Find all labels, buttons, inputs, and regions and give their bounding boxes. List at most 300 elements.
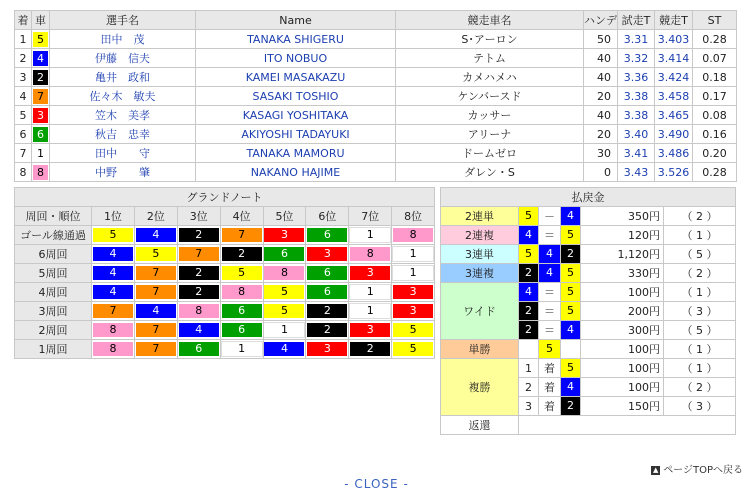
payout-label-rentan3: 3連単	[441, 245, 519, 264]
grand-note-cell	[220, 321, 263, 340]
grand-note-cell	[349, 264, 392, 283]
payout-row-fukusho	[441, 359, 736, 378]
result-handicap: 30	[584, 144, 618, 163]
grand-note-cell	[306, 264, 349, 283]
result-trial-time: 3.32	[618, 49, 655, 68]
payout-separator: ＝	[539, 321, 561, 340]
result-position: 1	[15, 30, 32, 49]
car-number-chip: 1	[350, 285, 390, 299]
car-number-chip: 3	[393, 304, 433, 318]
payout-amount: 150円	[581, 397, 664, 416]
car-number-chip: 4	[561, 378, 580, 396]
payout-car-chip	[561, 283, 581, 302]
result-car-number	[32, 30, 50, 49]
result-trial-time: 3.43	[618, 163, 655, 182]
grand-note-row	[15, 264, 435, 283]
car-number-chip: 6	[307, 228, 347, 242]
car-number-chip: 6	[307, 285, 347, 299]
grand-note-cell	[177, 245, 220, 264]
car-number-chip: 5	[93, 228, 133, 242]
payout-row-rentan3	[441, 245, 736, 264]
grand-note-cell	[220, 302, 263, 321]
car-number-chip: 5	[222, 266, 262, 280]
car-number-chip: 2	[350, 342, 390, 356]
payout-row-tansho	[441, 340, 736, 359]
result-row	[15, 144, 737, 163]
grand-note-cell	[306, 283, 349, 302]
result-row	[15, 125, 737, 144]
payout-row-rentan2	[441, 207, 736, 226]
car-number-chip: 5	[519, 207, 538, 225]
payout-popularity: （ 5 ）	[664, 321, 736, 340]
grand-note-cell	[349, 283, 392, 302]
car-number-chip: 7	[136, 266, 176, 280]
payout-popularity: （ 2 ）	[664, 378, 736, 397]
grand-note-cell	[392, 340, 435, 359]
close-link[interactable]: - CLOSE -	[344, 477, 409, 491]
grand-note-cell	[349, 321, 392, 340]
grand-note-cell	[134, 321, 177, 340]
result-race-time: 3.486	[655, 144, 693, 163]
grand-header-rank: 7位	[349, 207, 392, 226]
car-number-chip: 6	[264, 247, 304, 261]
result-bike-name: ドームゼロ	[396, 144, 584, 163]
result-rider-name-roman: SASAKI TOSHIO	[196, 87, 396, 106]
payout-popularity: （ 2 ）	[664, 207, 736, 226]
payout-chaku: 着	[539, 397, 561, 416]
grand-note-cell	[92, 226, 135, 245]
grand-note-cell	[306, 321, 349, 340]
payout-popularity: （ 1 ）	[664, 283, 736, 302]
result-start-timing: 0.17	[693, 87, 737, 106]
header-car: 車	[32, 11, 50, 30]
car-number-chip: 5	[264, 285, 304, 299]
grand-note-cell	[92, 302, 135, 321]
grand-header-lap: 周回・順位	[15, 207, 92, 226]
payout-popularity: （ 3 ）	[664, 302, 736, 321]
result-row	[15, 68, 737, 87]
result-car-number	[32, 49, 50, 68]
car-number-chip: 5	[136, 247, 176, 261]
grand-note-cell	[349, 302, 392, 321]
car-number-chip: 8	[393, 228, 433, 242]
car-number-chip: 5	[561, 302, 580, 320]
car-number-chip: 2	[179, 285, 219, 299]
payout-car-chip	[539, 264, 561, 283]
result-race-time: 3.465	[655, 106, 693, 125]
result-car-number	[32, 68, 50, 87]
result-race-time: 3.414	[655, 49, 693, 68]
car-number-chip: 7	[222, 228, 262, 242]
header-start-timing: ST	[693, 11, 737, 30]
result-bike-name: アリーナ	[396, 125, 584, 144]
result-handicap: 40	[584, 49, 618, 68]
car-number-chip: 5	[393, 342, 433, 356]
payout-label-tansho: 単勝	[441, 340, 519, 359]
result-row	[15, 163, 737, 182]
result-position: 3	[15, 68, 32, 87]
result-row	[15, 30, 737, 49]
car-number-chip: 4	[519, 283, 538, 301]
result-trial-time: 3.41	[618, 144, 655, 163]
payout-amount: 330円	[581, 264, 664, 283]
payout-empty-cell	[561, 340, 581, 359]
grand-note-cell	[220, 283, 263, 302]
grand-note-cell	[92, 283, 135, 302]
result-rider-name-roman: AKIYOSHI TADAYUKI	[196, 125, 396, 144]
car-number-chip: 5	[539, 340, 560, 358]
grand-note-lap-label: 2周回	[15, 321, 92, 340]
grand-note-cell	[392, 321, 435, 340]
payout-table	[440, 187, 736, 435]
result-trial-time: 3.31	[618, 30, 655, 49]
car-number-chip: 1	[393, 266, 433, 280]
grand-note-cell	[263, 321, 306, 340]
header-bike-name: 競走車名	[396, 11, 584, 30]
result-car-number	[32, 125, 50, 144]
payout-rank: 2	[519, 378, 539, 397]
grand-note-cell	[220, 340, 263, 359]
payout-car-chip	[561, 264, 581, 283]
result-trial-time: 3.36	[618, 68, 655, 87]
grand-note-cell	[92, 264, 135, 283]
result-bike-name: S･アーロン	[396, 30, 584, 49]
grand-header-rank: 4位	[220, 207, 263, 226]
payout-row-henkan	[441, 416, 736, 435]
grand-header-rank: 8位	[392, 207, 435, 226]
grand-note-cell	[92, 321, 135, 340]
grand-note-row	[15, 302, 435, 321]
car-number-chip: 8	[350, 247, 390, 261]
result-race-time: 3.458	[655, 87, 693, 106]
payout-amount: 350円	[581, 207, 664, 226]
car-number-chip: 6	[33, 127, 48, 142]
car-number-chip: 4	[179, 323, 219, 337]
car-number-chip: 4	[93, 266, 133, 280]
payout-car-chip	[539, 340, 561, 359]
payout-car-chip	[561, 207, 581, 226]
grand-note-cell	[177, 340, 220, 359]
result-race-time: 3.424	[655, 68, 693, 87]
result-trial-time: 3.38	[618, 87, 655, 106]
payout-henkan-value	[519, 416, 736, 435]
car-number-chip: 6	[307, 266, 347, 280]
grand-header-rank: 1位	[92, 207, 135, 226]
grand-note-cell	[177, 264, 220, 283]
header-race-time: 競走T	[655, 11, 693, 30]
grand-note-cell	[263, 283, 306, 302]
grand-note-cell	[92, 340, 135, 359]
car-number-chip: 3	[350, 323, 390, 337]
result-bike-name: ダレン・S	[396, 163, 584, 182]
result-handicap: 20	[584, 87, 618, 106]
grand-note-cell	[392, 264, 435, 283]
result-rider-name: 秋吉 忠幸	[50, 125, 196, 144]
result-race-time: 3.526	[655, 163, 693, 182]
car-number-chip: 4	[561, 207, 580, 225]
grand-note-cell	[220, 245, 263, 264]
payout-label-renpuku3: 3連複	[441, 264, 519, 283]
car-number-chip: 8	[93, 342, 133, 356]
car-number-chip: 7	[136, 342, 176, 356]
payout-car-chip	[561, 359, 581, 378]
header-rider-name: 選手名	[50, 11, 196, 30]
result-start-timing: 0.18	[693, 68, 737, 87]
page-top-label: ページTOPへ戻る	[663, 465, 743, 476]
result-car-number	[32, 87, 50, 106]
payout-label-rentan2: 2連単	[441, 207, 519, 226]
payout-popularity: （ 5 ）	[664, 245, 736, 264]
payout-amount: 300円	[581, 321, 664, 340]
payout-chaku: 着	[539, 359, 561, 378]
car-number-chip: 8	[33, 165, 48, 180]
grand-header-rank: 5位	[263, 207, 306, 226]
payout-car-chip	[561, 397, 581, 416]
car-number-chip: 3	[393, 285, 433, 299]
payout-label-henkan: 返還	[441, 416, 519, 435]
grand-note-cell	[392, 245, 435, 264]
header-handicap: ハンデ	[584, 11, 618, 30]
grand-note-cell	[392, 302, 435, 321]
car-number-chip: 2	[222, 247, 262, 261]
car-number-chip: 3	[33, 108, 48, 123]
result-position: 8	[15, 163, 32, 182]
result-position: 7	[15, 144, 32, 163]
grand-note-cell	[263, 226, 306, 245]
result-start-timing: 0.28	[693, 30, 737, 49]
payout-amount: 1,120円	[581, 245, 664, 264]
result-handicap: 50	[584, 30, 618, 49]
payout-car-chip	[561, 226, 581, 245]
grand-note-cell	[306, 340, 349, 359]
result-race-time: 3.403	[655, 30, 693, 49]
grand-note-cell	[263, 302, 306, 321]
result-start-timing: 0.20	[693, 144, 737, 163]
grand-note-cell	[349, 226, 392, 245]
car-number-chip: 1	[393, 247, 433, 261]
grand-note-table	[14, 187, 435, 359]
car-number-chip: 8	[93, 323, 133, 337]
payout-row-renpuku2	[441, 226, 736, 245]
grand-note-header-row	[15, 207, 435, 226]
payout-car-chip	[519, 226, 539, 245]
payout-separator: ＝	[539, 226, 561, 245]
car-number-chip: 1	[264, 323, 304, 337]
payout-chaku: 着	[539, 378, 561, 397]
grand-note-cell	[306, 245, 349, 264]
result-start-timing: 0.28	[693, 163, 737, 182]
car-number-chip: 1	[222, 342, 262, 356]
result-start-timing: 0.08	[693, 106, 737, 125]
car-number-chip: 2	[519, 264, 538, 282]
grand-note-cell	[220, 226, 263, 245]
grand-header-rank: 6位	[306, 207, 349, 226]
result-rider-name-roman: TANAKA SHIGERU	[196, 30, 396, 49]
payout-amount: 100円	[581, 283, 664, 302]
result-handicap: 20	[584, 125, 618, 144]
payout-title: 払戻金	[441, 188, 736, 207]
result-bike-name: ケンバースド	[396, 87, 584, 106]
grand-note-cell	[177, 226, 220, 245]
payout-car-chip	[561, 378, 581, 397]
payout-popularity: （ 3 ）	[664, 397, 736, 416]
result-handicap: 0	[584, 163, 618, 182]
payout-popularity: （ 1 ）	[664, 340, 736, 359]
result-race-time: 3.490	[655, 125, 693, 144]
grand-note-cell	[177, 283, 220, 302]
result-rider-name-roman: ITO NOBUO	[196, 49, 396, 68]
car-number-chip: 2	[307, 323, 347, 337]
result-rider-name-roman: TANAKA MAMORU	[196, 144, 396, 163]
car-number-chip: 5	[519, 245, 538, 263]
header-trial-time: 試走T	[618, 11, 655, 30]
car-number-chip: 3	[307, 247, 347, 261]
result-row	[15, 87, 737, 106]
result-bike-name: テトム	[396, 49, 584, 68]
grand-note-cell	[263, 340, 306, 359]
payout-car-chip	[519, 283, 539, 302]
car-number-chip: 5	[561, 359, 580, 377]
car-number-chip: 7	[93, 304, 133, 318]
payout-car-chip	[519, 207, 539, 226]
grand-note-cell	[134, 226, 177, 245]
grand-note-lap-label: 4周回	[15, 283, 92, 302]
grand-note-row	[15, 283, 435, 302]
car-number-chip: 8	[179, 304, 219, 318]
grand-note-cell	[392, 283, 435, 302]
car-number-chip: 4	[93, 247, 133, 261]
grand-note-cell	[134, 283, 177, 302]
grand-note-cell	[392, 226, 435, 245]
car-number-chip: 2	[519, 321, 538, 339]
result-rider-name: 田中 茂	[50, 30, 196, 49]
payout-amount: 100円	[581, 340, 664, 359]
result-rider-name-roman: KAMEI MASAKAZU	[196, 68, 396, 87]
car-number-chip: 7	[136, 285, 176, 299]
car-number-chip: 5	[264, 304, 304, 318]
car-number-chip: 2	[307, 304, 347, 318]
payout-car-chip	[519, 302, 539, 321]
race-result-table	[14, 10, 737, 182]
grand-note-lap-label: 6周回	[15, 245, 92, 264]
car-number-chip: 1	[350, 304, 390, 318]
payout-car-chip	[519, 321, 539, 340]
car-number-chip: 4	[539, 245, 560, 263]
car-number-chip: 1	[350, 228, 390, 242]
car-number-chip: 2	[561, 397, 580, 415]
payout-empty-cell	[519, 340, 539, 359]
payout-rank: 3	[519, 397, 539, 416]
car-number-chip: 7	[33, 89, 48, 104]
payout-row-renpuku3	[441, 264, 736, 283]
page-top-link[interactable]	[651, 461, 743, 476]
result-start-timing: 0.16	[693, 125, 737, 144]
car-number-chip: 4	[539, 264, 560, 282]
result-rider-name: 田中 守	[50, 144, 196, 163]
car-number-chip: 7	[136, 323, 176, 337]
car-number-chip: 8	[222, 285, 262, 299]
car-number-chip: 2	[519, 302, 538, 320]
car-number-chip: 3	[307, 342, 347, 356]
result-position: 6	[15, 125, 32, 144]
car-number-chip: 7	[179, 247, 219, 261]
result-rider-name-roman: NAKANO HAJIME	[196, 163, 396, 182]
grand-note-row	[15, 340, 435, 359]
payout-car-chip	[561, 321, 581, 340]
grand-note-cell	[134, 302, 177, 321]
grand-note-cell	[263, 245, 306, 264]
result-car-number	[32, 144, 50, 163]
header-name-roman: Name	[196, 11, 396, 30]
grand-note-cell	[349, 245, 392, 264]
car-number-chip: 1	[33, 146, 48, 161]
grand-note-row	[15, 226, 435, 245]
grand-note-row	[15, 245, 435, 264]
result-bike-name: カッサー	[396, 106, 584, 125]
result-car-number	[32, 106, 50, 125]
payout-label-fukusho: 複勝	[441, 359, 519, 416]
car-number-chip: 5	[561, 283, 580, 301]
payout-rank: 1	[519, 359, 539, 378]
payout-label-renpuku2: 2連複	[441, 226, 519, 245]
car-number-chip: 5	[33, 32, 48, 47]
result-position: 5	[15, 106, 32, 125]
car-number-chip: 4	[136, 228, 176, 242]
car-number-chip: 3	[350, 266, 390, 280]
result-rider-name: 笠木 美孝	[50, 106, 196, 125]
car-number-chip: 4	[264, 342, 304, 356]
payout-car-chip	[539, 245, 561, 264]
result-trial-time: 3.40	[618, 125, 655, 144]
result-start-timing: 0.07	[693, 49, 737, 68]
car-number-chip: 4	[93, 285, 133, 299]
car-number-chip: 8	[264, 266, 304, 280]
car-number-chip: 4	[33, 51, 48, 66]
car-number-chip: 4	[519, 226, 538, 244]
payout-car-chip	[519, 245, 539, 264]
grand-note-cell	[263, 264, 306, 283]
result-row	[15, 106, 737, 125]
result-rider-name: 佐々木 敏夫	[50, 87, 196, 106]
result-trial-time: 3.38	[618, 106, 655, 125]
header-position: 着	[15, 11, 32, 30]
grand-note-cell	[306, 226, 349, 245]
payout-label-wide: ワイド	[441, 283, 519, 340]
grand-note-cell	[177, 321, 220, 340]
grand-note-title: グランドノート	[15, 188, 435, 207]
payout-car-chip	[561, 302, 581, 321]
payout-amount: 200円	[581, 302, 664, 321]
car-number-chip: 4	[561, 321, 580, 339]
car-number-chip: 2	[561, 245, 580, 263]
car-number-chip: 5	[561, 264, 580, 282]
grand-note-cell	[134, 264, 177, 283]
grand-header-rank: 3位	[177, 207, 220, 226]
grand-note-cell	[134, 245, 177, 264]
result-header-row	[15, 11, 737, 30]
payout-car-chip	[561, 245, 581, 264]
payout-separator: ＝	[539, 302, 561, 321]
grand-note-row	[15, 321, 435, 340]
payout-separator: ＝	[539, 283, 561, 302]
payout-amount: 100円	[581, 359, 664, 378]
payout-separator: －	[539, 207, 561, 226]
result-handicap: 40	[584, 68, 618, 87]
car-number-chip: 3	[264, 228, 304, 242]
car-number-chip: 2	[179, 228, 219, 242]
car-number-chip: 5	[561, 226, 580, 244]
car-number-chip: 6	[179, 342, 219, 356]
